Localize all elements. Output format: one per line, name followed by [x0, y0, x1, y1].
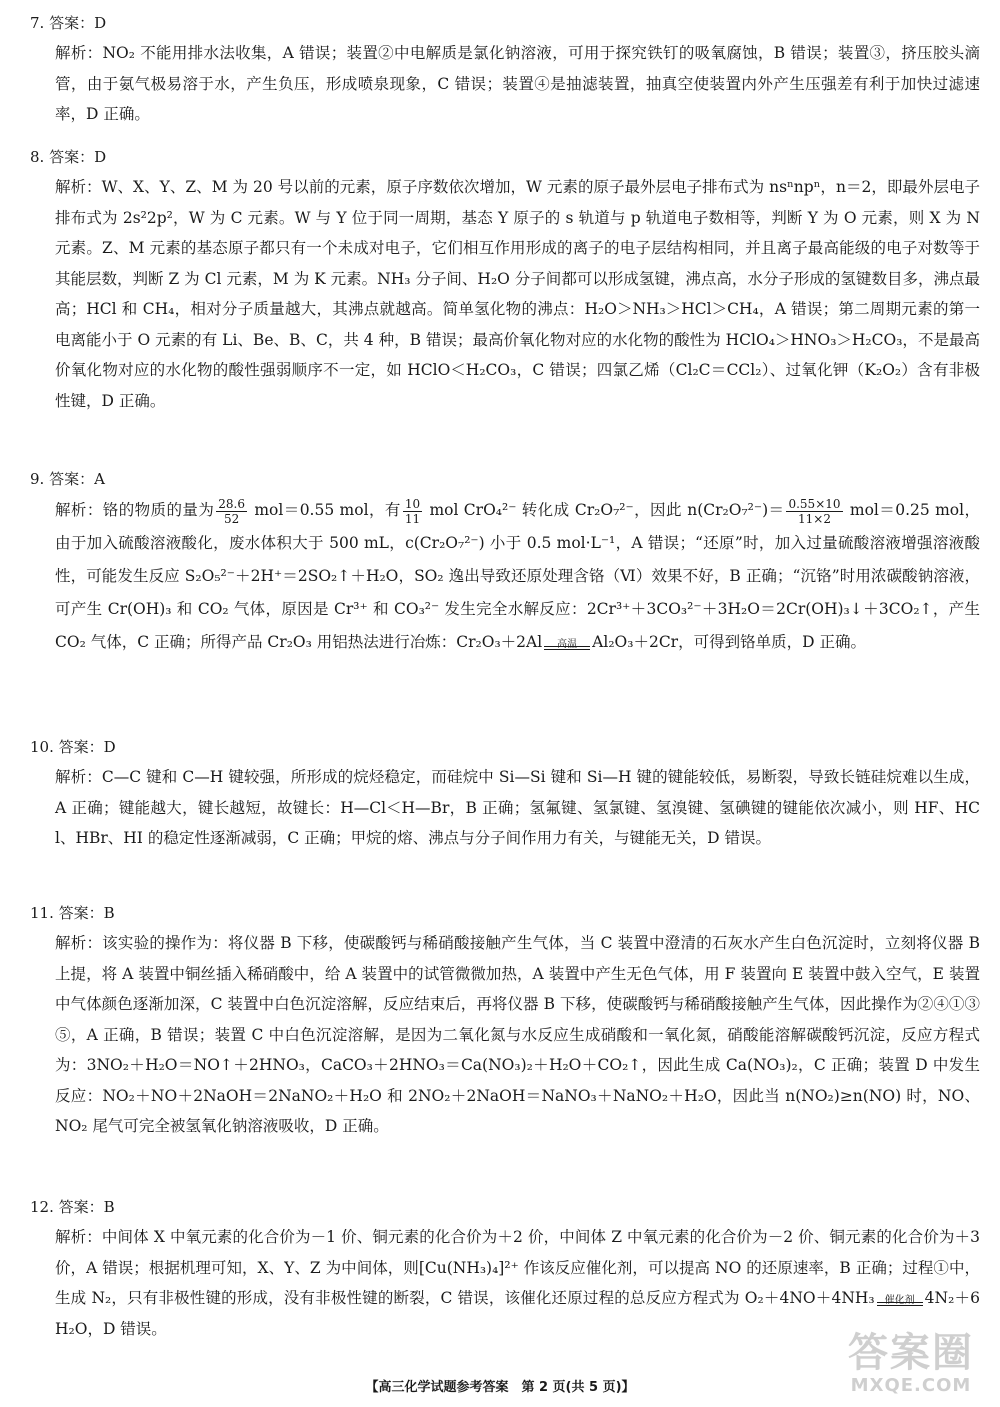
answer-line: 9. 答案：A [30, 470, 105, 488]
answer-line: 7. 答案：D [30, 14, 107, 32]
fraction-numerator: 0.55×10 [788, 496, 841, 511]
watermark-logo [836, 1330, 986, 1402]
watermark-line2: MXQE.COM [850, 1375, 972, 1396]
fraction-denominator: 11×2 [798, 511, 831, 526]
answer-line: 11. 答案：B [30, 904, 115, 922]
answer-line: 12. 答案：B [30, 1198, 115, 1216]
explanation-text: Al₂O₃＋2Cr，可得到铬单质，D 正确。 [592, 633, 866, 651]
question-8 [30, 146, 980, 416]
reaction-condition [544, 639, 590, 654]
explanation [55, 494, 980, 659]
fraction-numerator: 10 [404, 496, 421, 511]
reaction-condition [877, 1295, 923, 1310]
fraction-denominator: 52 [224, 511, 240, 526]
explanation-text: mol CrO₄²⁻ 转化成 Cr₂O₇²⁻，因此 n(Cr₂O₇²⁻)＝ [424, 501, 785, 519]
question-9 [30, 468, 980, 659]
condition-label: 催化剂 [884, 1295, 915, 1306]
answer-line: 10. 答案：D [30, 738, 116, 756]
explanation-text: 解析：中间体 X 中氧元素的化合价为－1 价、铜元素的化合价为＋2 价，中间体 Z 中氧元素的化合价为－2 价、铜元素的化合价为＋3 价，A 错误；根据机理可知，X、Y、Z 为中间体，则[Cu(NH₃)₄]²⁺ 作该反应催化剂，可以提高 NO 的还原速率，B 正确；过程①中，生成 N₂，只有非极性键的形成，没有非极性键的断裂，C 错误，该催化还原过程的总反应方程式为 O₂＋4NO＋4NH₃ [55, 1228, 980, 1307]
fraction-denominator: 11 [404, 511, 421, 526]
answer-line: 8. 答案：D [30, 148, 107, 166]
explanation-text: mol＝0.25 mol，由于加入硫酸溶液酸化，废水体积大于 500 mL，c(Cr₂O₇²⁻) 小于 0.5 mol·L⁻¹，A 错误；“还原”时，加入过量硫酸溶液增强溶液酸性，可能发生反应 S₂O₅²⁻＋2H⁺＝2SO₂↑＋H₂O，SO₂ 逸出导致还原处理含铬（Ⅵ）效果不好，B 正确；“沉铬”时用浓碳酸钠溶液，可产生 Cr(OH)₃ 和 CO₂ 气体，原因是 Cr³⁺ 和 CO₃²⁻ 发生完全水解反应：2Cr³⁺＋3CO₃²⁻＋3H₂O＝2Cr(OH)₃↓＋3CO₂↑，产生 CO₂ 气体，C 正确；所得产品 Cr₂O₃ 用铝热法进行冶炼：Cr₂O₃＋2Al [55, 501, 980, 651]
fraction-ratio [403, 497, 422, 526]
fraction-chromium-mass [216, 497, 247, 526]
fraction-numerator: 28.6 [218, 496, 245, 511]
fraction-dichromate [786, 497, 842, 526]
explanation-text: 解析：铬的物质的量为 [55, 501, 215, 519]
explanation-text: mol＝0.55 mol，有 [249, 501, 401, 519]
explanation: 解析：NO₂ 不能用排水法收集，A 错误；装置②中电解质是氯化钠溶液，可用于探究铁钉的吸氧腐蚀，B 错误；装置③，挤压胶头滴管，由于氨气极易溶于水，产生负压，形成喷泉现象，C 错误；装置④是抽滤装置，抽真空使装置内外产生压强差有利于加快过滤速率，D 正确。 [55, 44, 980, 123]
watermark-line1: 答案圈 [848, 1330, 974, 1376]
question-11 [30, 902, 980, 1142]
question-10 [30, 736, 980, 854]
page-footer: 【高三化学试题参考答案 第 2 页(共 5 页)】 [365, 1380, 635, 1395]
explanation: 解析：W、X、Y、Z、M 为 20 号以前的元素，原子序数依次增加，W 元素的原子最外层电子排布式为 nsⁿnpⁿ，n＝2，即最外层电子排布式为 2s²2p²，W 为 C 元素。W 与 Y 位于同一周期，基态 Y 原子的 s 轨道与 p 轨道电子数相等，判断 Y 为 O 元素，则 X 为 N 元素。Z、M 元素的基态原子都只有一个未成对电子，它们相互作用形成的离子的电子层结构相同，并且离子最高能级的电子对数等于其能层数，判断 Z 为 Cl 元素，M 为 K 元素。NH₃ 分子间、H₂O 分子间都可以形成氢键，沸点高，水分子形成的氢键数目多，沸点最高；HCl 和 CH₄，相对分子质量越大，其沸点就越高。简单氢化物的沸点：H₂O＞NH₃＞HCl＞CH₄，A 错误；第二周期元素的第一电离能小于 O 元素的有 Li、Be、B、C，共 4 种，B 错误；最高价氧化物对应的水化物的酸性为 HClO₄＞HNO₃＞H₂CO₃，不是最高价氧化物对应的水化物的酸性强弱顺序不一定，如 HClO＜H₂CO₃，C 错误；四氯乙烯（Cl₂C＝CCl₂）、过氧化钾（K₂O₂）含有非极性键，D 正确。 [55, 178, 980, 410]
question-12 [30, 1196, 980, 1344]
explanation [55, 1222, 980, 1344]
explanation: 解析：该实验的操作为：将仪器 B 下移，使碳酸钙与稀硝酸接触产生气体，当 C 装置中澄清的石灰水产生白色沉淀时，立刻将仪器 B 上提，将 A 装置中铜丝插入稀硝酸中，给 A 装置中的试管微微加热，A 装置中产生无色气体，用 F 装置向 E 装置中鼓入空气，E 装置中气体颜色逐渐加深，C 装置中白色沉淀溶解，反应结束后，再将仪器 B 下移，使碳酸钙与稀硝酸接触产生气体，因此操作为②④①③⑤，A 正确，B 错误；装置 C 中白色沉淀溶解，是因为二氧化氮与水反应生成硝酸和一氧化氮，硝酸能溶解碳酸钙沉淀，反应方程式为：3NO₂＋H₂O＝NO↑＋2HNO₃，CaCO₃＋2HNO₃＝Ca(NO₃)₂＋H₂O＋CO₂↑，因此生成 Ca(NO₃)₂，C 正确；装置 D 中发生反应：NO₂＋NO＋2NaOH＝2NaNO₂＋H₂O 和 2NO₂＋2NaOH＝NaNO₃＋NaNO₂＋H₂O，因此当 n(NO₂)≥n(NO) 时，NO、NO₂ 尾气可完全被氢氧化钠溶液吸收，D 正确。 [55, 934, 980, 1135]
condition-label: 高温 [557, 639, 578, 650]
explanation-text: 4N₂＋6H₂O，D 错误。 [55, 1289, 980, 1338]
question-7 [30, 12, 980, 130]
explanation: 解析：C—C 键和 C—H 键较强，所形成的烷烃稳定，而硅烷中 Si—Si 键和 Si—H 键的键能较低，易断裂，导致长链硅烷难以生成，A 正确；键能越大，键长越短，故键长：H—Cl＜H—Br，B 正确；氢氟键、氢氯键、氢溴键、氢碘键的键能依次减小，则 HF、HCl、HBr、HI 的稳定性逐渐减弱，C 正确；甲烷的熔、沸点与分子间作用力有关，与键能无关，D 错误。 [55, 768, 980, 847]
